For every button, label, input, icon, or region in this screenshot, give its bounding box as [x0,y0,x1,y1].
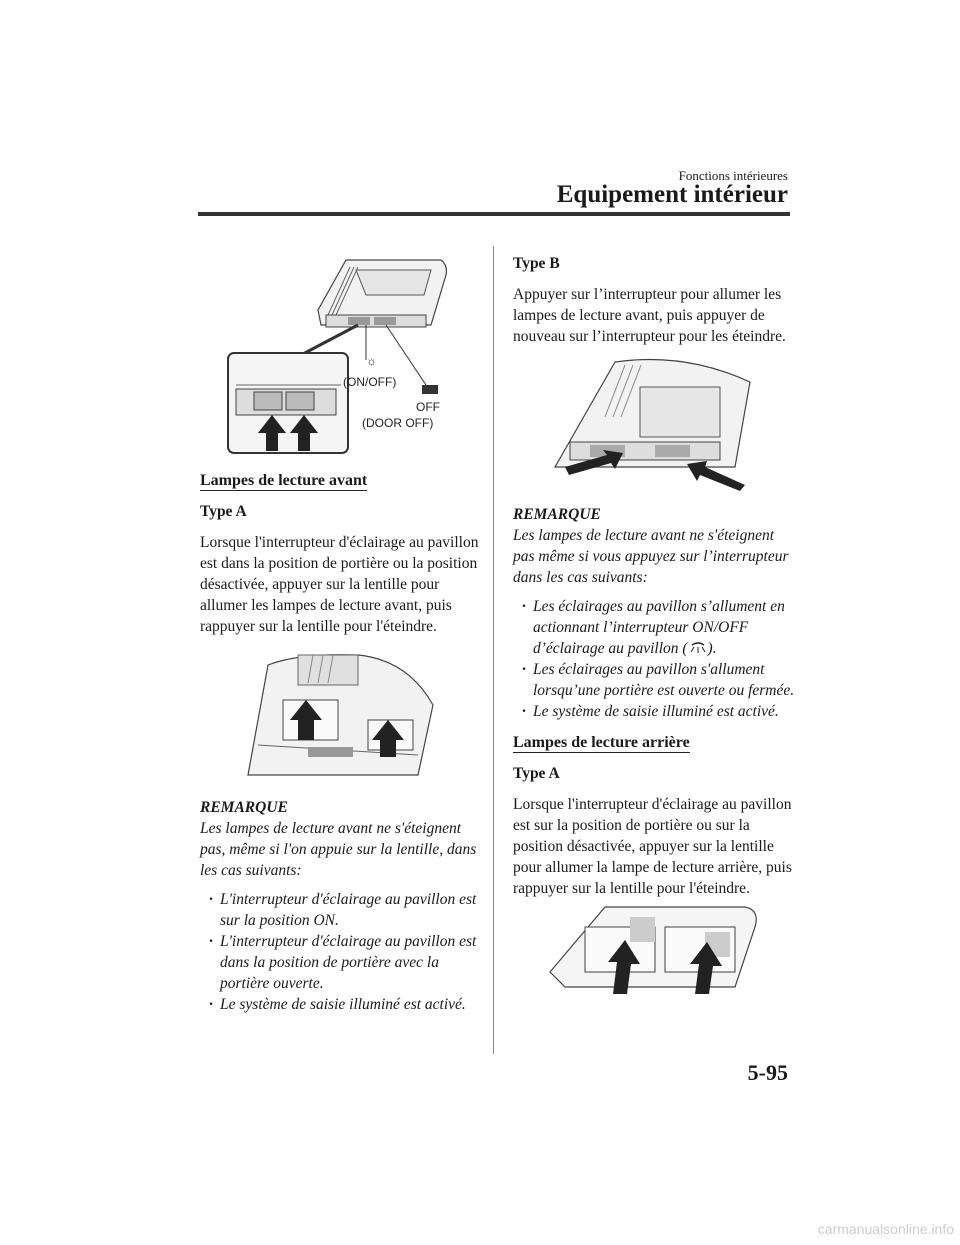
note-list [519,596,798,722]
door-off-label: (DOOR OFF) [362,416,434,430]
header-rule [198,212,790,216]
type-a-label: Type A [200,503,247,520]
ceiling-light-icon [688,642,708,654]
type-b-label: Type B [513,255,560,272]
note-item: · Le système de saisie illuminé est activé. [206,994,485,1015]
on-off-label: (ON/OFF) [343,375,397,389]
rear-section [513,732,793,899]
left-note [200,797,485,1015]
right-column-text [513,253,793,347]
section-label: Fonctions intérieures [678,168,788,183]
rear-paragraph: Lorsque l'interrupteur d'éclairage au pavillon est sur la position de portière ou sur la position désactivée, appuyer sur la lentille pour allumer la lampe de lecture arrière, puis rappuyer sur la lentille pour l'éteindre. [513,796,792,897]
front-lamp-lens-illustration [238,645,438,785]
off-label: OFF [416,400,440,414]
note-item: · L'interrupteur d'éclairage au pavillon est sur la position ON. [206,889,485,931]
rear-lamp-lens-illustration [545,902,765,997]
note-item: · Les éclairages au pavillon s'allument lorsqu’une portière est ouverte ou fermée. [519,659,798,701]
column-divider [493,246,494,1054]
page-number: 5-95 [747,1060,788,1085]
left-column-text [200,470,480,637]
heading-front-reading-lamps: Lampes de lecture avant [200,472,368,489]
note-title: REMARQUE [513,506,601,523]
note-item: · L'interrupteur d'éclairage au pavillon est dans la position de portière avec la portière ouverte. [206,931,485,994]
heading-rear-reading-lamps: Lampes de lecture arrière [513,734,690,751]
type-b-console-illustration [545,357,765,492]
note-text: Les lampes de lecture avant ne s'éteignent pas, même si l'on appuie sur la lentille, dans les cas suivants: [200,820,477,879]
type-a-paragraph: Lorsque l'interrupteur d'éclairage au pavillon est dans la position de portière ou la position désactivée, appuyer sur la lentille pour allumer les lampes de lecture avant, puis rappuyer sur la lentille pour l'éteindre. [200,534,479,635]
note-item: · Le système de saisie illuminé est activé. [519,701,798,722]
note-text: Les lampes de lecture avant ne s'éteignent pas même si vous appuyez sur l’interrupteur dans les cas suivants: [513,527,789,586]
note-list [206,889,485,1015]
right-note [513,504,798,722]
type-a-rear-label: Type A [513,765,560,782]
watermark: carmanualsonline.info [817,1221,954,1237]
type-b-paragraph: Appuyer sur l’interrupteur pour allumer les lampes de lecture avant, puis appuyer de nouveau sur l’interrupteur pour les éteindre. [513,286,786,345]
note-item: · Les éclairages au pavillon s’allument en actionnant l’interrupteur ON/OFF d’éclairage au pavillon ( ). [519,596,798,659]
note-title: REMARQUE [200,799,288,816]
svg-text:☼: ☼ [366,354,377,368]
section-title: Equipement intérieur [556,181,788,208]
overhead-console-switch-illustration [226,255,456,455]
